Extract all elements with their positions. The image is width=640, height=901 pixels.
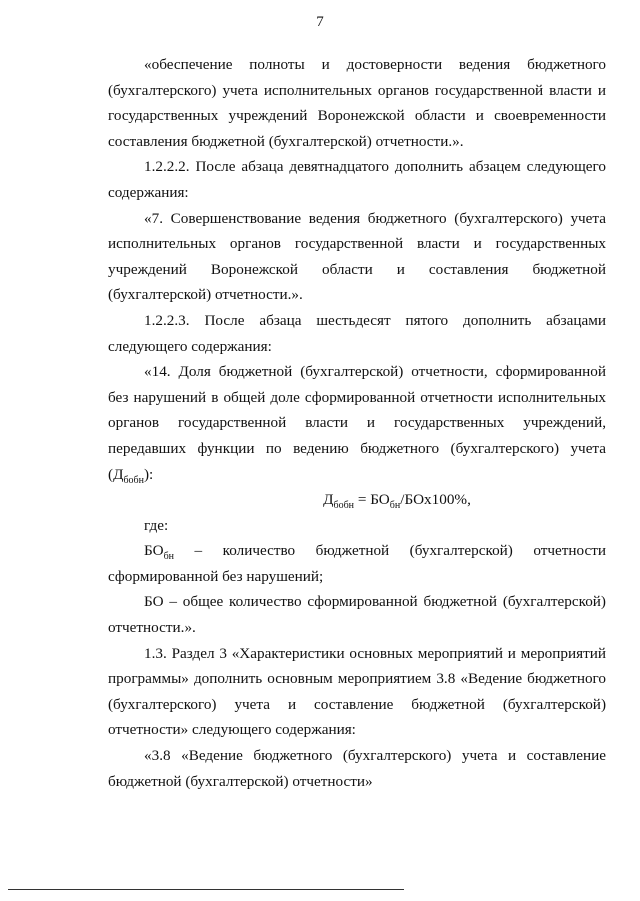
formula-rest: /БОх100%, (400, 491, 471, 509)
where-label: где: (144, 516, 169, 534)
definition-bo-bn (108, 538, 606, 589)
document-body (108, 52, 606, 794)
definition-bo-bn-text: – количество бюджетной (бухгалтерской) отчетности сформированной без нарушений; (108, 542, 606, 585)
definition-bo-bn-subscript: бн (163, 551, 175, 563)
formula-rhs-subscript: бн (389, 500, 401, 512)
formula (108, 487, 606, 513)
definition-bo: БО – общее количество сформированной бюджетной (бухгалтерской) отчетности.». (108, 593, 606, 637)
paragraph-quote-7: «7. Совершенствование ведения бюджетного (бухгалтерского) учета исполнительных органов государственной власти и государственных учреждений Воронежской области и составления бюджетной (бухгалтерской) отчетности.». (108, 209, 606, 304)
paragraph-quote-3-8: «3.8 «Ведение бюджетного (бухгалтерского) учета и составление бюджетной (бухгалтерской) отчетности» (108, 747, 606, 790)
footer-divider (8, 889, 404, 890)
paragraph-quote-14-end: ): (143, 465, 154, 483)
formula-eq: = БО (354, 491, 390, 509)
paragraph-1-3: 1.3. Раздел 3 «Характеристики основных мероприятий и мероприятий программы» дополнить основным мероприятием 3.8 «Ведение бюджетного (бухгалтерского) учета и составление бюджетной (бухгалтерской) отчетности» следующего содержания: (108, 644, 606, 739)
paragraph-1-2-2-3: 1.2.2.3. После абзаца шестьдесят пятого дополнить абзацами следующего содержания: (108, 311, 606, 355)
indicator-symbol: Д (113, 465, 124, 483)
paragraph-quote-14-text: «14. Доля бюджетной (бухгалтерской) отчетности, сформированной без нарушений в общей доле сформированной отчетности исполнительных органов государственной власти и государственных учреждений, передавших функции по ведению бюджетного (бухгалтерского) учета ( (108, 363, 606, 483)
formula-lhs-subscript: бобн (333, 500, 355, 512)
paragraph-1-2-2-2: 1.2.2.2. После абзаца девятнадцатого дополнить абзацем следующего содержания: (108, 158, 606, 201)
formula-lhs: Д (323, 491, 334, 509)
paragraph-quote-14 (108, 359, 606, 487)
indicator-subscript: бобн (123, 474, 144, 486)
definition-bo-bn-symbol: БО (144, 542, 164, 560)
paragraph-quote-1: «обеспечение полноты и достоверности ведения бюджетного (бухгалтерского) учета исполнительных органов государственной власти и государственных учреждений Воронежской области и своевременности составления бюджетной (бухгалтерской) отчетности.». (108, 56, 606, 150)
page-number: 7 (316, 14, 324, 30)
